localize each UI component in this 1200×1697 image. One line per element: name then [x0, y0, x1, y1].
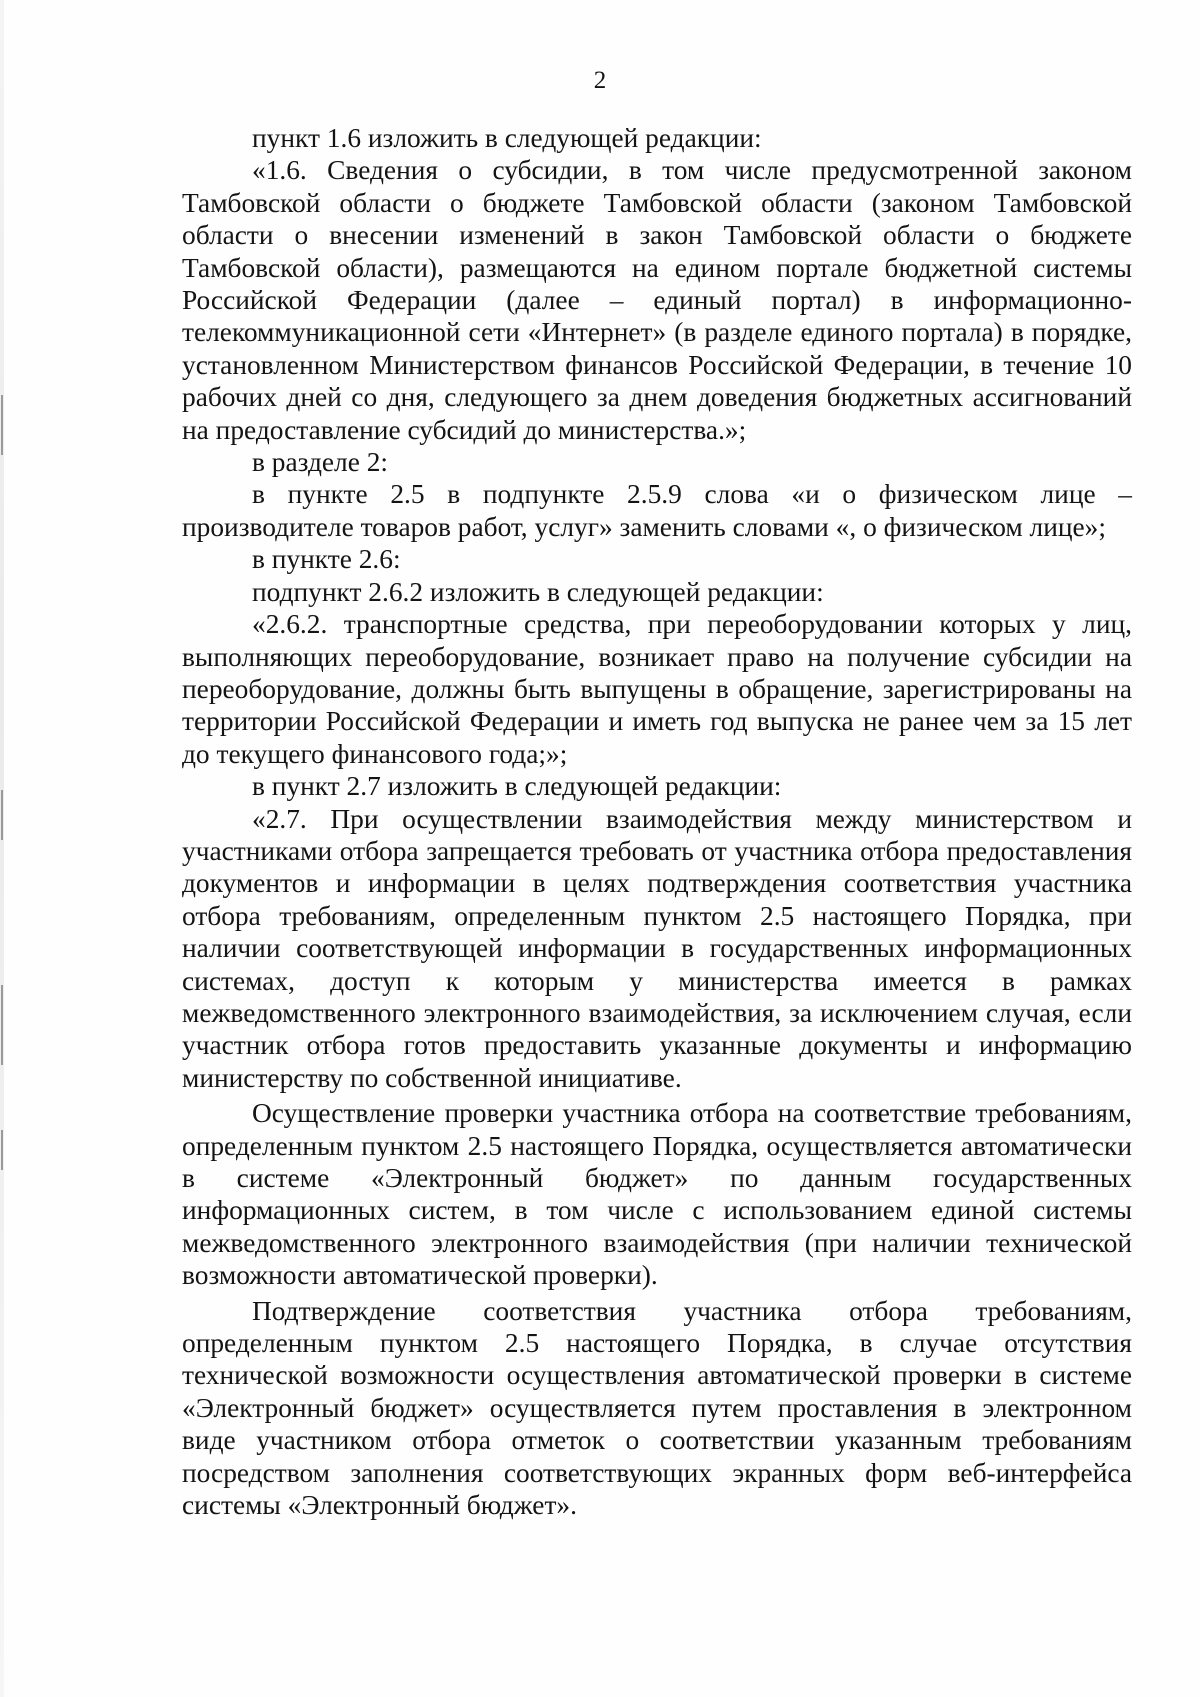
paragraph-10: Осуществление проверки участника отбора на соответствие требованиям, определенным пунктом 2.5 настоящего Порядка, осуществляется автоматически в системе «Электронный бюджет» по данным государственных информационных систем, в том числе с использованием единой системы межведомственного электронного взаимодействия (при наличии технической возможности автоматической проверки). [182, 1098, 1132, 1291]
document-body [182, 122, 1132, 1521]
paragraph-9: «2.7. При осуществлении взаимодействия между министерством и участниками отбора запрещается требовать от участника отбора предоставления документов и информации в целях подтверждения соответствия участника отбора требованиям, определенным пунктом 2.5 настоящего Порядка, при наличии соответствующей информации в государственных информационных системах, доступ к которым у министерства имеется в рамках межведомственного электронного взаимодействия, за исключением случая, если участник отбора готов предоставить указанные документы и информацию министерству по собственной инициативе. [182, 803, 1132, 1093]
scan-mark [1, 395, 3, 455]
scan-mark [1, 790, 3, 840]
paragraph-2: «1.6. Сведения о субсидии, в том числе предусмотренной законом Тамбовской области о бюджете Тамбовской области (законом Тамбовской области о внесении изменений в закон Тамбовской области о бюджете Тамбовской области), размещаются на едином портале бюджетной системы Российской Федерации (далее – единый портал) в информационно-телекоммуникационной сети «Интернет» (в разделе единого портала) в порядке, установленном Министерством финансов Российской Федерации, в течение 10 рабочих дней со дня, следующего за днем доведения бюджетных ассигнований на предоставление субсидий до министерства.»; [182, 155, 1132, 445]
paragraph-11: Подтверждение соответствия участника отбора требованиям, определенным пунктом 2.5 настоящего Порядка, в случае отсутствия технической возможности осуществления автоматической проверки в системе «Электронный бюджет» осуществляется путем проставления в электронном виде участником отбора отметок о соответствии указанным требованиям посредством заполнения соответствующих экранных форм веб-интерфейса системы «Электронный бюджет». [182, 1295, 1132, 1521]
paragraph-4: в пункте 2.5 в подпункте 2.5.9 слова «и о физическом лице – производителе товаров работ, услуг» заменить словами «, о физическом лице»; [182, 479, 1132, 542]
scan-left-edge [0, 0, 4, 1697]
paragraph-5: в пункте 2.6: [252, 544, 401, 575]
page-number: 2 [593, 67, 607, 94]
scan-mark [1, 1130, 3, 1170]
paragraph-3: в разделе 2: [252, 447, 389, 478]
scan-mark [1, 985, 3, 1065]
paragraph-1: пункт 1.6 изложить в следующей редакции: [252, 123, 762, 153]
paragraph-8: в пункт 2.7 изложить в следующей редакции: [252, 771, 782, 802]
paragraph-6: подпункт 2.6.2 изложить в следующей редакции: [252, 576, 824, 607]
paragraph-7: «2.6.2. транспортные средства, при переоборудовании которых у лиц, выполняющих переоборудование, возникает право на получение субсидии на переоборудование, должны быть выпущены в обращение, зарегистрированы на территории Российской Федерации и иметь год выпуска не ранее чем за 15 лет до текущего финансового года;»; [182, 609, 1132, 769]
